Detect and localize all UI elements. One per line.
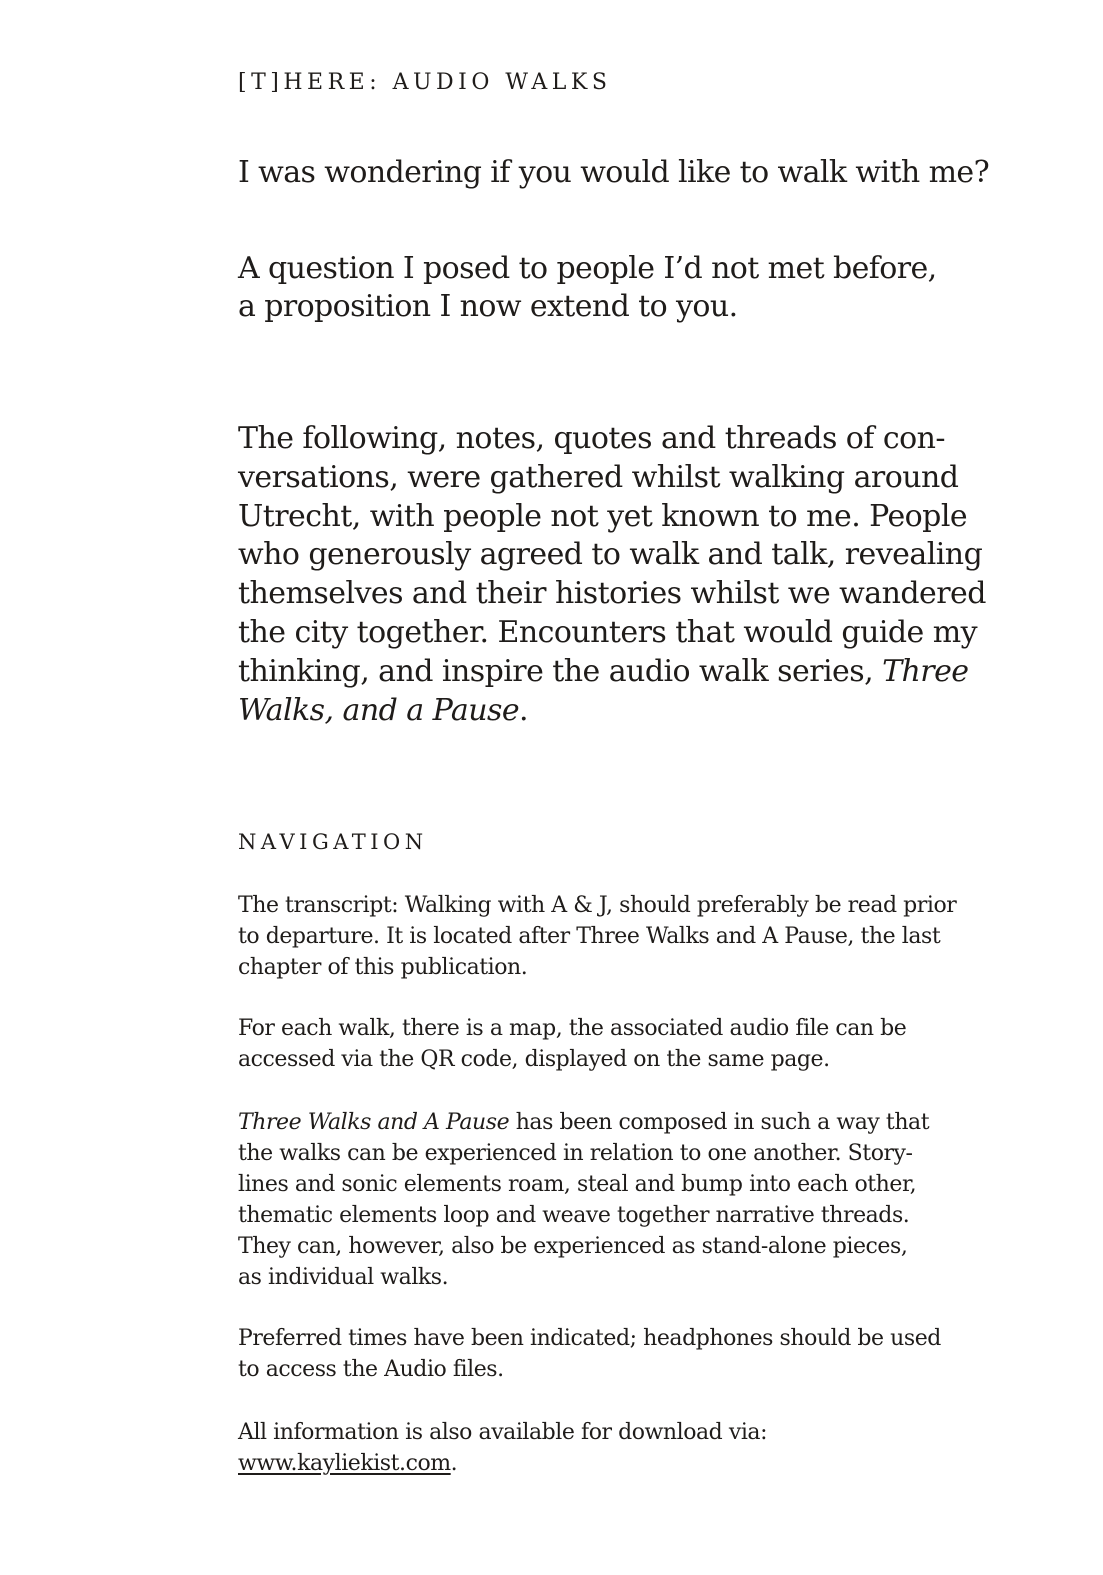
paragraph-line: For each walk, there is a map, the associated audio file can be <box>238 1016 907 1041</box>
paragraph-line: to departure. It is located after Three Walks and A Pause, the last <box>238 924 941 949</box>
paragraph-line <box>238 1448 767 1479</box>
link-trailing-period: . <box>450 1451 458 1476</box>
intro-line: The following, notes, quotes and threads of con- <box>238 421 945 456</box>
intro-line-text: thinking, and inspire the audio walk series, <box>238 653 883 689</box>
navigation-paragraph-times <box>238 1323 941 1385</box>
website-link[interactable]: www.kayliekist.com <box>238 1451 451 1476</box>
navigation-heading: NAVIGATION <box>238 830 428 854</box>
navigation-paragraph-transcript <box>238 890 956 983</box>
intro-line: themselves and their histories whilst we wandered <box>238 576 986 612</box>
paragraph-line: They can, however, also be experienced as stand-alone pieces, <box>238 1234 908 1259</box>
intro-line: versations, were gathered whilst walking around <box>238 459 959 495</box>
intro-line: who generously agreed to walk and talk, revealing <box>238 537 983 573</box>
navigation-paragraph-maps <box>238 1013 906 1075</box>
intro-series-title-part2: Walks, and a Pause <box>238 692 520 728</box>
paragraph-line: Preferred times have been indicated; headphones should be used <box>238 1326 941 1351</box>
intro-line: Utrecht, with people not yet known to me. People <box>238 498 968 534</box>
intro-series-title-part1: Three <box>882 653 969 689</box>
paragraph-line: All information is also available for download via: <box>238 1420 768 1445</box>
lead-proposition <box>238 250 937 326</box>
page-header-label: [T]HERE: AUDIO WALKS <box>238 70 612 95</box>
paragraph-line: thematic elements loop and weave together narrative threads. <box>238 1203 910 1228</box>
paragraph-line: the walks can be experienced in relation to one another. Story- <box>238 1141 913 1166</box>
paragraph-line: as individual walks. <box>238 1265 449 1290</box>
series-title: Three Walks and A Pause <box>238 1110 510 1135</box>
navigation-paragraph-download <box>238 1417 767 1479</box>
intro-title-end: . <box>519 692 529 728</box>
intro-line <box>238 692 986 731</box>
paragraph-line: The transcript: Walking with A & J, should preferably be read prior <box>238 893 957 918</box>
intro-line: the city together. Encounters that would guide my <box>238 614 978 650</box>
navigation-paragraph-composition <box>238 1107 929 1293</box>
lead-proposition-line: a proposition I now extend to you. <box>238 289 738 324</box>
paragraph-line: lines and sonic elements roam, steal and bump into each other, <box>238 1172 917 1197</box>
paragraph-line <box>238 1107 929 1138</box>
paragraph-line-text: has been composed in such a way that <box>509 1110 930 1135</box>
intro-line <box>238 653 986 692</box>
paragraph-line: chapter of this publication. <box>238 955 528 980</box>
intro-paragraph <box>238 420 986 730</box>
paragraph-line: accessed via the QR code, displayed on the same page. <box>238 1047 830 1072</box>
paragraph-line: to access the Audio files. <box>238 1357 504 1382</box>
lead-question: I was wondering if you would like to walk with me? <box>238 155 990 190</box>
lead-proposition-line: A question I posed to people I’d not met before, <box>238 251 937 286</box>
